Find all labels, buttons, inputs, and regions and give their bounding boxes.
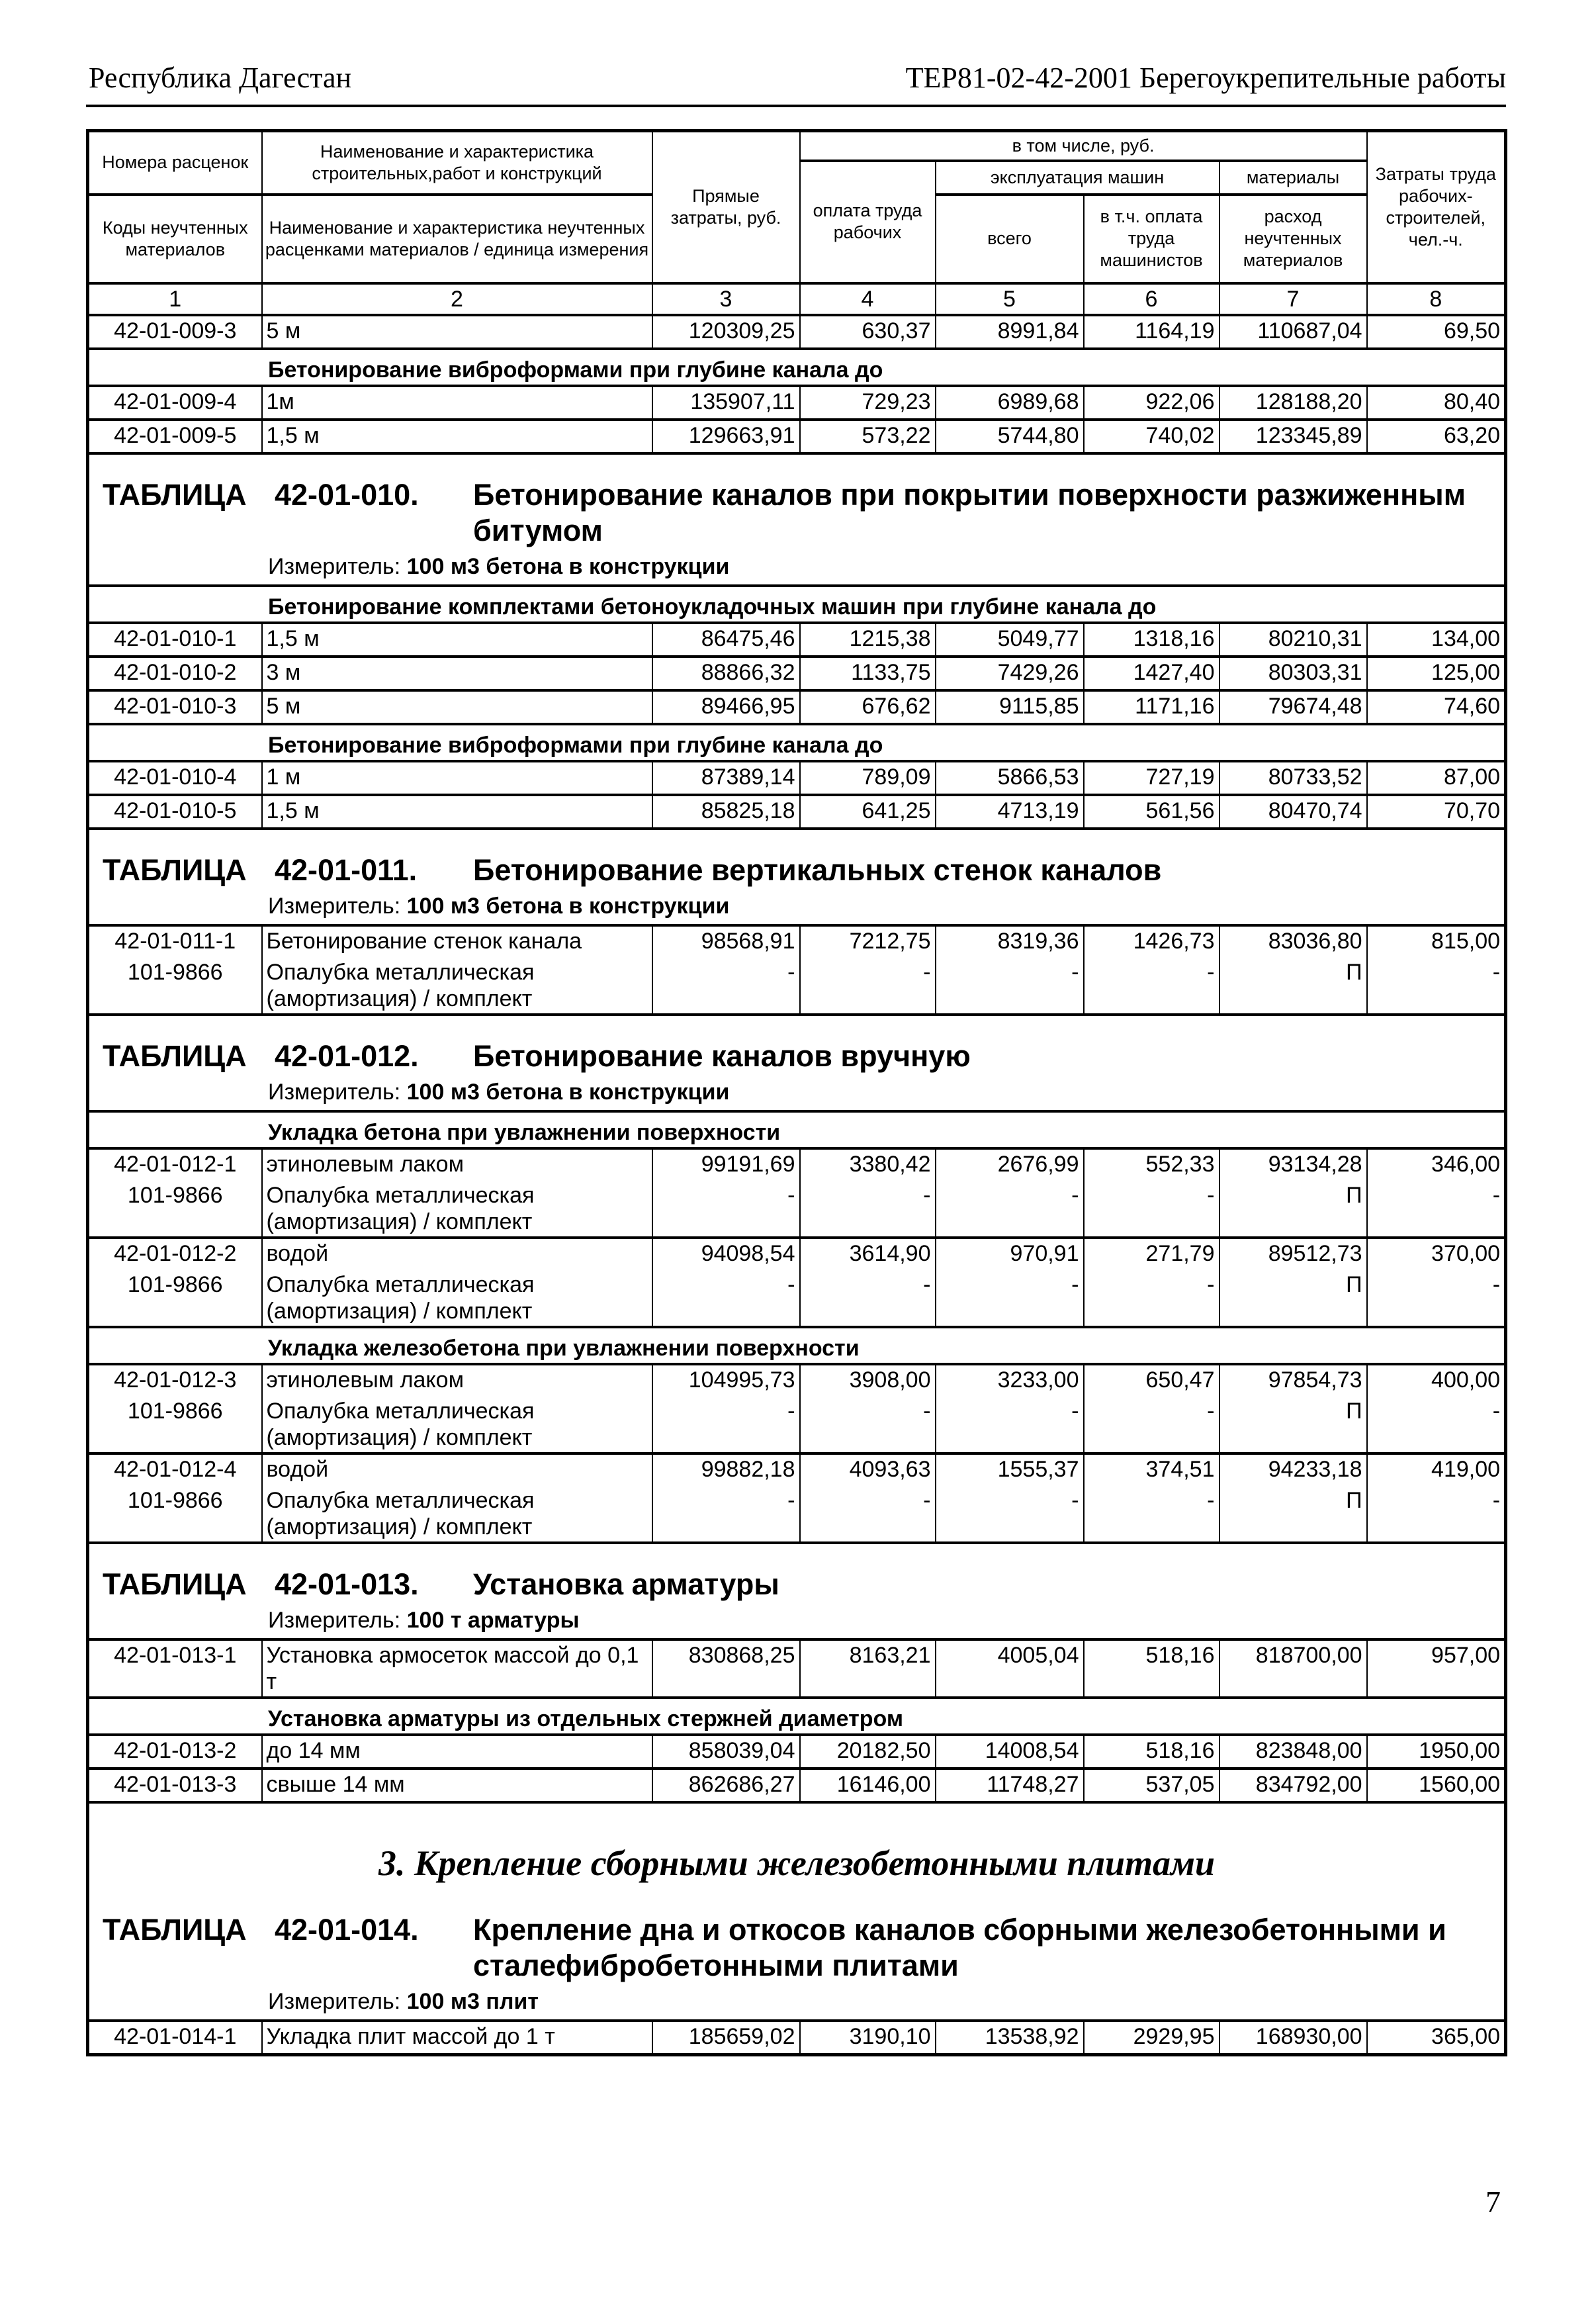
direct-costs: 135907,11	[652, 386, 800, 420]
materials-cost: 94233,18	[1219, 1453, 1367, 1486]
machines-total: -	[936, 1181, 1084, 1238]
operator-pay: -	[1084, 1270, 1219, 1327]
machines-total: 3233,00	[936, 1364, 1084, 1397]
worker-pay: 729,23	[800, 386, 936, 420]
worker-pay: 3614,90	[800, 1238, 936, 1270]
material-code: 101-9866	[88, 1486, 262, 1543]
header-row-1	[88, 131, 1506, 161]
material-row	[88, 958, 1506, 1015]
operator-pay: 740,02	[1084, 420, 1219, 453]
table-row	[88, 1639, 1506, 1698]
subheader-row	[88, 586, 1506, 623]
work-name: до 14 мм	[262, 1735, 652, 1769]
machines-total: 8319,36	[936, 925, 1084, 958]
table-title	[88, 1015, 1506, 1074]
machines-total: 5744,80	[936, 420, 1084, 453]
header-work-name: Наименование и характеристика строительных,работ и конструкций	[262, 131, 652, 195]
worker-pay: -	[800, 1486, 936, 1543]
material-code: 101-9866	[88, 1181, 262, 1238]
table-title-label: ТАБЛИЦА	[103, 1567, 247, 1601]
materials-cost: П	[1219, 1397, 1367, 1453]
labor-hours: 87,00	[1367, 761, 1506, 795]
measure-label: Измеритель:	[268, 1988, 401, 2014]
machines-total: 13538,92	[936, 2021, 1084, 2055]
operator-pay: 2929,95	[1084, 2021, 1219, 2055]
machines-total: 970,91	[936, 1238, 1084, 1270]
labor-hours: 1950,00	[1367, 1735, 1506, 1769]
column-number: 2	[262, 283, 652, 315]
machines-total: 6989,68	[936, 386, 1084, 420]
header-machines-total: всего	[936, 195, 1084, 283]
measure-label: Измеритель:	[268, 1079, 401, 1105]
machines-total: 4713,19	[936, 795, 1084, 829]
direct-costs: 89466,95	[652, 690, 800, 724]
operator-pay: 561,56	[1084, 795, 1219, 829]
materials-cost: 89512,73	[1219, 1238, 1367, 1270]
direct-costs: 99191,69	[652, 1148, 800, 1181]
labor-hours: -	[1367, 1181, 1506, 1238]
operator-pay: 552,33	[1084, 1148, 1219, 1181]
header-worker-pay: оплата труда рабочих	[800, 161, 936, 283]
worker-pay: 3380,42	[800, 1148, 936, 1181]
measure-unit	[88, 549, 1506, 586]
worker-pay: -	[800, 1270, 936, 1327]
labor-hours: -	[1367, 1486, 1506, 1543]
direct-costs: 86475,46	[652, 623, 800, 657]
labor-hours: 365,00	[1367, 2021, 1506, 2055]
header-materials: материалы	[1219, 161, 1367, 195]
labor-hours: -	[1367, 1397, 1506, 1453]
labor-hours: 419,00	[1367, 1453, 1506, 1486]
materials-cost: 80303,31	[1219, 657, 1367, 690]
machines-total: 7429,26	[936, 657, 1084, 690]
labor-hours: 134,00	[1367, 623, 1506, 657]
table-title-label: ТАБЛИЦА	[103, 477, 247, 512]
material-name: Опалубка металлическая (амортизация) / комплект	[262, 1397, 652, 1453]
table-title-wrap	[103, 852, 1495, 888]
table-row	[88, 420, 1506, 453]
table-title-wrap	[103, 477, 1495, 549]
table-row	[88, 1769, 1506, 1802]
labor-hours: 80,40	[1367, 386, 1506, 420]
operator-pay: -	[1084, 1181, 1219, 1238]
machines-total: 5049,77	[936, 623, 1084, 657]
rate-code: 42-01-009-5	[88, 420, 262, 453]
material-row	[88, 1181, 1506, 1238]
measure-row	[88, 549, 1506, 586]
table-row	[88, 1735, 1506, 1769]
table-title-number: 42-01-013.	[275, 1567, 419, 1601]
worker-pay: -	[800, 1181, 936, 1238]
rate-code: 42-01-010-2	[88, 657, 262, 690]
worker-pay: 789,09	[800, 761, 936, 795]
labor-hours: 346,00	[1367, 1148, 1506, 1181]
materials-cost: 110687,04	[1219, 315, 1367, 349]
column-number: 7	[1219, 283, 1367, 315]
machines-total: 2676,99	[936, 1148, 1084, 1181]
labor-hours: 1560,00	[1367, 1769, 1506, 1802]
worker-pay: 676,62	[800, 690, 936, 724]
table-title-number: 42-01-011.	[275, 852, 418, 887]
direct-costs: -	[652, 1486, 800, 1543]
materials-cost: 97854,73	[1219, 1364, 1367, 1397]
worker-pay: 1215,38	[800, 623, 936, 657]
work-name: 5 м	[262, 315, 652, 349]
table-row	[88, 1453, 1506, 1486]
worker-pay: 1133,75	[800, 657, 936, 690]
table-title-wrap	[103, 1912, 1495, 1984]
materials-cost: 123345,89	[1219, 420, 1367, 453]
machines-total: 11748,27	[936, 1769, 1084, 1802]
direct-costs: -	[652, 1181, 800, 1238]
table-title-row	[88, 1015, 1506, 1074]
materials-cost: 168930,00	[1219, 2021, 1367, 2055]
direct-costs: 87389,14	[652, 761, 800, 795]
direct-costs: 185659,02	[652, 2021, 800, 2055]
operator-pay: 1426,73	[1084, 925, 1219, 958]
machines-total: -	[936, 1397, 1084, 1453]
direct-costs: 104995,73	[652, 1364, 800, 1397]
subheader-row	[88, 1698, 1506, 1735]
table-row	[88, 925, 1506, 958]
direct-costs: 862686,27	[652, 1769, 800, 1802]
table-title-text: Бетонирование каналов при покрытии поверхности разжиженным битумом	[473, 477, 1466, 547]
machines-total: -	[936, 1486, 1084, 1543]
direct-costs: -	[652, 1270, 800, 1327]
worker-pay: 3908,00	[800, 1364, 936, 1397]
direct-costs: 88866,32	[652, 657, 800, 690]
operator-pay: 727,19	[1084, 761, 1219, 795]
rate-code: 42-01-011-1	[88, 925, 262, 958]
measure-value: 100 м3 бетона в конструкции	[406, 893, 730, 919]
page-number: 7	[1485, 2185, 1501, 2219]
subheader-row	[88, 1111, 1506, 1148]
measure-row	[88, 1602, 1506, 1639]
material-row	[88, 1397, 1506, 1453]
table-title-row	[88, 1543, 1506, 1602]
labor-hours: 370,00	[1367, 1238, 1506, 1270]
worker-pay: 641,25	[800, 795, 936, 829]
labor-hours: 63,20	[1367, 420, 1506, 453]
header-direct-costs: Прямые затраты, руб.	[652, 131, 800, 283]
subheader-text: Укладка железобетона при увлажнении поверхности	[88, 1327, 1506, 1364]
header-divider	[86, 105, 1506, 107]
operator-pay: -	[1084, 958, 1219, 1015]
header-unaccounted-materials: расход неучтенных материалов	[1219, 195, 1367, 283]
rate-code: 42-01-013-2	[88, 1735, 262, 1769]
table-row	[88, 1364, 1506, 1397]
table-row	[88, 1238, 1506, 1270]
material-row	[88, 1270, 1506, 1327]
machines-total: 14008,54	[936, 1735, 1084, 1769]
work-name: 1 м	[262, 761, 652, 795]
operator-pay: -	[1084, 1486, 1219, 1543]
work-name: Укладка плит массой до 1 т	[262, 2021, 652, 2055]
column-numbers-row	[88, 283, 1506, 315]
measure-value: 100 т арматуры	[406, 1607, 580, 1633]
table-row	[88, 315, 1506, 349]
rate-code: 42-01-010-3	[88, 690, 262, 724]
operator-pay: -	[1084, 1397, 1219, 1453]
rate-code: 42-01-013-1	[88, 1639, 262, 1698]
table-title-label: ТАБЛИЦА	[103, 1038, 247, 1073]
measure-value: 100 м3 плит	[406, 1988, 539, 2014]
table-title-number: 42-01-012.	[275, 1038, 419, 1073]
work-name: водой	[262, 1238, 652, 1270]
worker-pay: 8163,21	[800, 1639, 936, 1698]
table-row	[88, 795, 1506, 829]
table-row	[88, 761, 1506, 795]
machines-total: 5866,53	[936, 761, 1084, 795]
measure-unit	[88, 888, 1506, 925]
operator-pay: 1318,16	[1084, 623, 1219, 657]
table-title-number: 42-01-010.	[275, 477, 419, 512]
materials-cost: 128188,20	[1219, 386, 1367, 420]
operator-pay: 271,79	[1084, 1238, 1219, 1270]
worker-pay: 7212,75	[800, 925, 936, 958]
materials-cost: 83036,80	[1219, 925, 1367, 958]
labor-hours: 125,00	[1367, 657, 1506, 690]
machines-total: 4005,04	[936, 1639, 1084, 1698]
material-name: Опалубка металлическая (амортизация) / комплект	[262, 1270, 652, 1327]
worker-pay: 16146,00	[800, 1769, 936, 1802]
worker-pay: 573,22	[800, 420, 936, 453]
work-name: Бетонирование стенок канала	[262, 925, 652, 958]
work-name: 1,5 м	[262, 420, 652, 453]
material-name: Опалубка металлическая (амортизация) / комплект	[262, 958, 652, 1015]
table-title-wrap	[103, 1567, 1495, 1602]
section-heading: 3. Крепление сборными железобетонными плитами	[378, 1843, 1216, 1883]
subheader-row	[88, 1327, 1506, 1364]
table-title-number: 42-01-014.	[275, 1912, 419, 1947]
labor-hours: 957,00	[1367, 1639, 1506, 1698]
page-header-document-title: ТЕР81-02-42-2001 Берегоукрепительные работы	[905, 62, 1506, 94]
worker-pay: -	[800, 958, 936, 1015]
worker-pay: 630,37	[800, 315, 936, 349]
rate-code: 42-01-010-5	[88, 795, 262, 829]
machines-total: 8991,84	[936, 315, 1084, 349]
worker-pay: 3190,10	[800, 2021, 936, 2055]
subheader-text: Бетонирование виброформами при глубине канала до	[88, 349, 1506, 386]
worker-pay: 4093,63	[800, 1453, 936, 1486]
materials-cost: П	[1219, 1270, 1367, 1327]
direct-costs: 858039,04	[652, 1735, 800, 1769]
work-name: 1,5 м	[262, 623, 652, 657]
material-name: Опалубка металлическая (амортизация) / комплект	[262, 1486, 652, 1543]
rates-table	[86, 129, 1507, 2056]
rate-code: 42-01-012-3	[88, 1364, 262, 1397]
rate-code: 42-01-009-4	[88, 386, 262, 420]
operator-pay: 1427,40	[1084, 657, 1219, 690]
rate-code: 42-01-014-1	[88, 2021, 262, 2055]
subheader-row	[88, 724, 1506, 761]
material-row	[88, 1486, 1506, 1543]
column-number: 3	[652, 283, 800, 315]
table-title-row	[88, 1890, 1506, 1984]
work-name: 1,5 м	[262, 795, 652, 829]
operator-pay: 374,51	[1084, 1453, 1219, 1486]
operator-pay: 1164,19	[1084, 315, 1219, 349]
table-row	[88, 2021, 1506, 2055]
materials-cost: 93134,28	[1219, 1148, 1367, 1181]
materials-cost: 80470,74	[1219, 795, 1367, 829]
rate-code: 42-01-010-1	[88, 623, 262, 657]
measure-label: Измеритель:	[268, 553, 401, 579]
table-title-text: Крепление дна и откосов каналов сборными железобетонными и сталефибробетонными плитами	[473, 1912, 1446, 1982]
table-row	[88, 657, 1506, 690]
materials-cost: 80733,52	[1219, 761, 1367, 795]
table-title-label: ТАБЛИЦА	[103, 852, 247, 887]
labor-hours: 69,50	[1367, 315, 1506, 349]
column-number: 8	[1367, 283, 1506, 315]
work-name: свыше 14 мм	[262, 1769, 652, 1802]
subheader-text: Укладка бетона при увлажнении поверхности	[88, 1111, 1506, 1148]
table-title-row	[88, 453, 1506, 549]
header-material-codes: Коды неучтенных материалов	[88, 195, 262, 283]
labor-hours: -	[1367, 958, 1506, 1015]
materials-cost: 80210,31	[1219, 623, 1367, 657]
measure-row	[88, 1074, 1506, 1111]
column-number: 5	[936, 283, 1084, 315]
header-machine-operation: эксплуатация машин	[936, 161, 1219, 195]
materials-cost: П	[1219, 1486, 1367, 1543]
work-name: 5 м	[262, 690, 652, 724]
labor-hours: 815,00	[1367, 925, 1506, 958]
labor-hours: 400,00	[1367, 1364, 1506, 1397]
subheader-row	[88, 349, 1506, 386]
operator-pay: 518,16	[1084, 1639, 1219, 1698]
rate-code: 42-01-012-4	[88, 1453, 262, 1486]
table-title-row	[88, 829, 1506, 888]
work-name: Установка армосеток массой до 0,1 т	[262, 1639, 652, 1698]
materials-cost: 79674,48	[1219, 690, 1367, 724]
direct-costs: 94098,54	[652, 1238, 800, 1270]
table-row	[88, 1148, 1506, 1181]
measure-value: 100 м3 бетона в конструкции	[406, 553, 730, 579]
column-number: 6	[1084, 283, 1219, 315]
worker-pay: -	[800, 1397, 936, 1453]
measure-row	[88, 1984, 1506, 2021]
table-title	[88, 829, 1506, 888]
direct-costs: 129663,91	[652, 420, 800, 453]
machines-total: -	[936, 958, 1084, 1015]
column-number: 4	[800, 283, 936, 315]
operator-pay: 518,16	[1084, 1735, 1219, 1769]
measure-label: Измеритель:	[268, 893, 401, 919]
measure-label: Измеритель:	[268, 1607, 401, 1633]
header-labor-costs: Затраты труда рабочих-строителей, чел.-ч.	[1367, 131, 1506, 283]
direct-costs: 99882,18	[652, 1453, 800, 1486]
direct-costs: -	[652, 958, 800, 1015]
table-title	[88, 453, 1506, 549]
table-row	[88, 623, 1506, 657]
section-heading-row	[88, 1802, 1506, 1890]
table-title	[88, 1543, 1506, 1602]
rate-code: 42-01-013-3	[88, 1769, 262, 1802]
materials-cost: П	[1219, 958, 1367, 1015]
operator-pay: 922,06	[1084, 386, 1219, 420]
header-including: в том числе, руб.	[800, 131, 1367, 161]
machines-total: 9115,85	[936, 690, 1084, 724]
materials-cost: 823848,00	[1219, 1735, 1367, 1769]
machines-total: 1555,37	[936, 1453, 1084, 1486]
direct-costs: 98568,91	[652, 925, 800, 958]
direct-costs: 85825,18	[652, 795, 800, 829]
table-title-label: ТАБЛИЦА	[103, 1912, 247, 1947]
work-name: водой	[262, 1453, 652, 1486]
labor-hours: -	[1367, 1270, 1506, 1327]
table-title	[88, 1890, 1506, 1984]
labor-hours: 70,70	[1367, 795, 1506, 829]
operator-pay: 1171,16	[1084, 690, 1219, 724]
subheader-text: Установка арматуры из отдельных стержней диаметром	[88, 1698, 1506, 1735]
table-title-text: Установка арматуры	[473, 1567, 779, 1601]
header-material-name: Наименование и характеристика неучтенных расценками материалов / единица измерения	[262, 195, 652, 283]
subheader-text: Бетонирование комплектами бетоноукладочных машин при глубине канала до	[88, 586, 1506, 623]
measure-unit	[88, 1602, 1506, 1639]
measure-unit	[88, 1984, 1506, 2021]
material-code: 101-9866	[88, 1270, 262, 1327]
column-number: 1	[88, 283, 262, 315]
work-name: 1м	[262, 386, 652, 420]
table-row	[88, 386, 1506, 420]
machines-total: -	[936, 1270, 1084, 1327]
operator-pay: 537,05	[1084, 1769, 1219, 1802]
rate-code: 42-01-009-3	[88, 315, 262, 349]
measure-value: 100 м3 бетона в конструкции	[406, 1079, 730, 1105]
direct-costs: 830868,25	[652, 1639, 800, 1698]
materials-cost: 834792,00	[1219, 1769, 1367, 1802]
table-title-text: Бетонирование каналов вручную	[473, 1038, 971, 1073]
subheader-text: Бетонирование виброформами при глубине канала до	[88, 724, 1506, 761]
worker-pay: 20182,50	[800, 1735, 936, 1769]
work-name: 3 м	[262, 657, 652, 690]
work-name: этинолевым лаком	[262, 1364, 652, 1397]
material-name: Опалубка металлическая (амортизация) / комплект	[262, 1181, 652, 1238]
table-row	[88, 690, 1506, 724]
materials-cost: 818700,00	[1219, 1639, 1367, 1698]
labor-hours: 74,60	[1367, 690, 1506, 724]
work-name: этинолевым лаком	[262, 1148, 652, 1181]
rate-code: 42-01-012-2	[88, 1238, 262, 1270]
rate-code: 42-01-012-1	[88, 1148, 262, 1181]
table-title-wrap	[103, 1038, 1495, 1074]
material-code: 101-9866	[88, 1397, 262, 1453]
direct-costs: 120309,25	[652, 315, 800, 349]
page-header-region: Республика Дагестан	[89, 62, 352, 94]
operator-pay: 650,47	[1084, 1364, 1219, 1397]
measure-unit	[88, 1074, 1506, 1111]
header-rate-numbers: Номера расценок	[88, 131, 262, 195]
table-title-text: Бетонирование вертикальных стенок каналов	[473, 852, 1162, 887]
material-code: 101-9866	[88, 958, 262, 1015]
rate-code: 42-01-010-4	[88, 761, 262, 795]
direct-costs: -	[652, 1397, 800, 1453]
materials-cost: П	[1219, 1181, 1367, 1238]
header-operator-pay: в т.ч. оплата труда машинистов	[1084, 195, 1219, 283]
measure-row	[88, 888, 1506, 925]
